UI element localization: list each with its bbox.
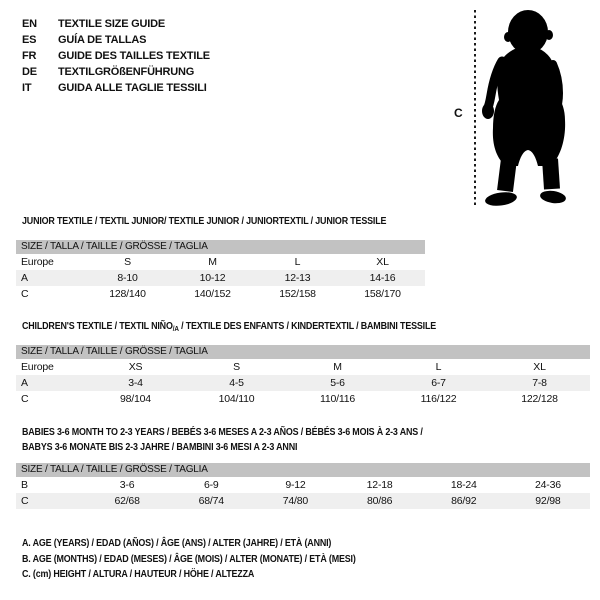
table-cell: 7-8 <box>532 377 547 389</box>
table-row-age <box>16 270 425 286</box>
language-label: GUIDA ALLE TAGLIE TESSILI <box>58 82 207 94</box>
section-title-babies-line2: BABYS 3-6 MONATE BIS 2-3 JAHRE / BAMBINI 3-6 MESI A 2-3 ANNI <box>22 441 298 453</box>
language-label: GUÍA DE TALLAS <box>58 34 147 46</box>
note-height-cm: C. (cm) HEIGHT / ALTURA / HAUTEUR / HÖHE / ALTEZZA <box>22 568 255 580</box>
table-cell: 6-9 <box>203 479 219 491</box>
table-row-europe <box>16 359 590 375</box>
section-title-junior-text: JUNIOR TEXTILE / TEXTIL JUNIOR/ TEXTILE JUNIOR / JUNIORTEXTIL / JUNIOR TESSILE <box>22 215 387 227</box>
section-title-babies-line1: BABIES 3-6 MONTH TO 2-3 YEARS / BEBÉS 3-6 MESES A 2-3 AÑOS / BÉBÉS 3-6 MOIS À 2-3 ANS / <box>22 426 423 438</box>
language-code: EN <box>22 18 37 30</box>
table-cell: 12-18 <box>366 479 393 491</box>
table-cell: 110/116 <box>320 393 355 405</box>
table-cell: 68/74 <box>198 495 224 507</box>
table-cell: 14-16 <box>369 272 396 284</box>
note-age-months: B. AGE (MONTHS) / EDAD (MESES) / ÂGE (MOIS) / ALTER (MONATE) / ETÀ (MESI) <box>22 552 356 565</box>
table-cell: 24-36 <box>535 479 561 491</box>
table-cell: 10-12 <box>199 272 226 284</box>
table-cell: S <box>124 256 131 268</box>
table-cell: L <box>294 256 301 268</box>
height-measure-label: C <box>454 106 463 120</box>
section-title-junior <box>22 215 386 227</box>
size-header-text: SIZE / TALLA / TAILLE / GRÖSSE / TAGLIA <box>21 346 208 357</box>
table-row-height <box>16 391 590 407</box>
table-row-europe <box>16 254 425 270</box>
language-label: TEXTILGRÖßENFÜHRUNG <box>58 66 195 78</box>
height-measure-dotted-line <box>474 10 476 208</box>
table-cell: 74/80 <box>282 495 309 507</box>
size-header-text: SIZE / TALLA / TAILLE / GRÖSSE / TAGLIA <box>21 464 208 475</box>
baby-leg-left <box>505 159 509 191</box>
language-code: IT <box>22 82 32 94</box>
table-cell: 3-6 <box>119 479 135 491</box>
table-cell: M <box>333 361 342 373</box>
size-table-children <box>16 345 590 407</box>
size-table-babies <box>16 463 590 509</box>
row-label: B <box>21 479 28 491</box>
baby-ear-left <box>504 32 512 42</box>
table-cell: 3-4 <box>128 377 143 389</box>
baby-hand-left <box>482 103 494 119</box>
table-cell: S <box>233 361 240 373</box>
language-code: ES <box>22 34 37 46</box>
section-title-children-text: CHILDREN'S TEXTILE / TEXTIL NIÑO <box>22 320 173 332</box>
section-title-children-text-end: / TEXTILE DES ENFANTS / KINDERTEXTIL / BAMBINI TESSILE <box>178 320 437 332</box>
table-cell: 80/86 <box>366 495 393 507</box>
language-code: FR <box>22 50 37 62</box>
table-cell: 152/158 <box>279 288 316 300</box>
table-cell: 5-6 <box>330 377 345 389</box>
table-cell: 122/128 <box>521 393 558 405</box>
language-row <box>22 16 210 32</box>
note-age-years: A. AGE (YEARS) / EDAD (AÑOS) / ÂGE (ANS) / ALTER (JAHRE) / ETÀ (ANNI) <box>22 537 332 549</box>
table-cell: L <box>435 361 442 373</box>
language-list <box>22 16 210 96</box>
toddler-silhouette <box>481 9 567 207</box>
row-label: A <box>21 272 28 284</box>
row-label: A <box>21 377 28 389</box>
language-row <box>22 32 210 48</box>
table-cell: 92/98 <box>535 495 561 507</box>
language-code: DE <box>22 66 37 78</box>
table-cell: XL <box>533 361 546 373</box>
baby-leg-right <box>550 159 552 189</box>
baby-ear-right <box>545 30 553 40</box>
table-cell: M <box>208 256 217 268</box>
language-label: TEXTILE SIZE GUIDE <box>58 18 166 30</box>
row-label: C <box>21 288 29 300</box>
table-cell: 8-10 <box>117 272 138 284</box>
section-title-children <box>22 320 436 333</box>
size-table-junior <box>16 240 425 302</box>
row-label: C <box>21 495 29 507</box>
row-label: C <box>21 393 29 405</box>
size-header-bar <box>16 463 590 477</box>
table-cell: 104/110 <box>218 393 255 405</box>
table-cell: 62/68 <box>114 495 140 507</box>
table-cell: 116/122 <box>420 393 457 405</box>
table-cell: 18-24 <box>450 479 477 491</box>
table-cell: 140/152 <box>194 288 231 300</box>
table-cell: 98/104 <box>120 393 151 405</box>
section-title-children-subscript: /A <box>172 324 179 333</box>
table-cell: 12-13 <box>284 272 311 284</box>
table-cell: 9-12 <box>285 479 306 491</box>
table-cell: XS <box>128 361 143 373</box>
table-cell: 128/140 <box>109 288 146 300</box>
table-row-height <box>16 493 590 509</box>
size-header-text: SIZE / TALLA / TAILLE / GRÖSSE / TAGLIA <box>21 241 208 252</box>
legend-notes <box>22 536 415 583</box>
size-header-bar <box>16 345 590 359</box>
table-cell: 6-7 <box>431 377 446 389</box>
baby-foot-left <box>484 190 517 207</box>
section-title-babies <box>22 425 423 455</box>
language-row <box>22 80 210 96</box>
table-row-months <box>16 477 590 493</box>
table-cell: 4-5 <box>229 377 244 389</box>
table-cell: 86/92 <box>451 495 477 507</box>
language-row <box>22 48 210 64</box>
row-label: Europe <box>21 361 54 373</box>
table-row-height <box>16 286 425 302</box>
row-label: Europe <box>21 256 54 268</box>
language-row <box>22 64 210 80</box>
language-label: GUIDE DES TAILLES TEXTILE <box>58 50 210 62</box>
baby-foot-right <box>539 189 566 205</box>
size-header-bar <box>16 240 425 254</box>
table-cell: XL <box>376 256 389 268</box>
table-cell: 158/170 <box>364 288 401 300</box>
table-row-age <box>16 375 590 391</box>
